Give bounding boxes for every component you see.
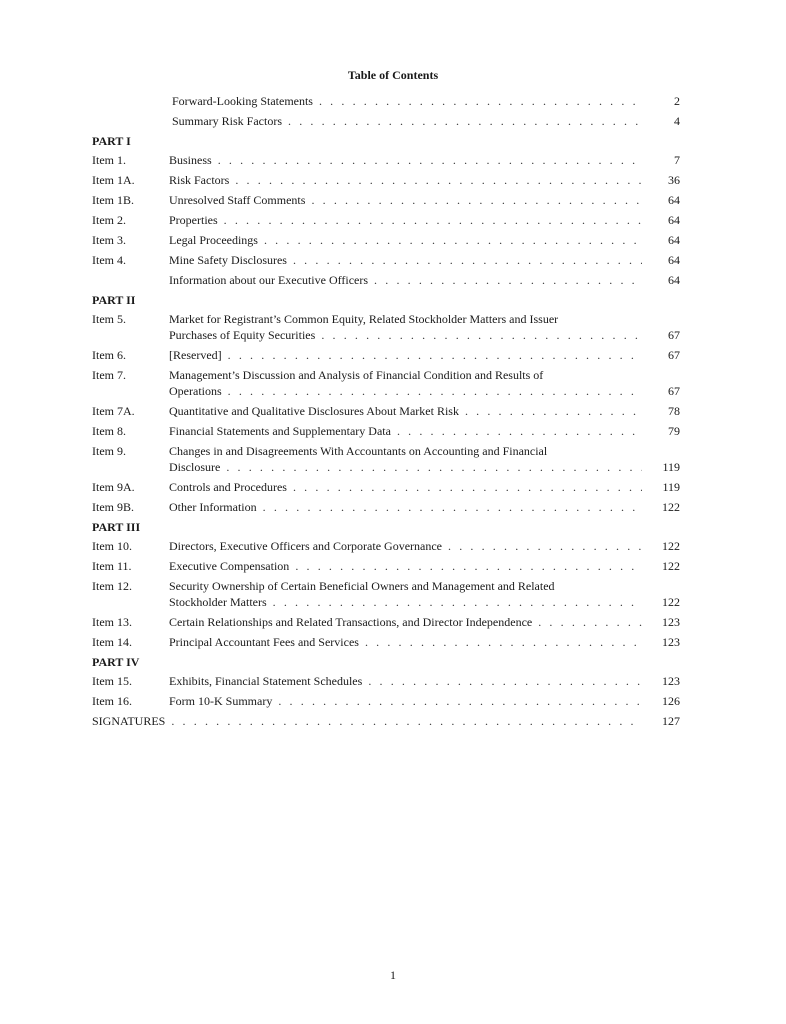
entry-label: Executive Compensation bbox=[169, 559, 290, 573]
entry-label: Legal Proceedings bbox=[169, 233, 258, 247]
entry-label: Financial Statements and Supplementary Data bbox=[169, 424, 391, 438]
item-number: Item 7A. bbox=[92, 404, 135, 418]
toc-entry[interactable] bbox=[92, 558, 680, 578]
entry-label-line1: Changes in and Disagreements With Accountants on Accounting and Financial bbox=[169, 444, 548, 458]
dot-leader bbox=[397, 423, 642, 439]
item-number: Item 4. bbox=[92, 253, 126, 267]
toc-entry[interactable] bbox=[92, 172, 680, 192]
entry-label: Other Information bbox=[169, 500, 257, 514]
entry-page: 67 bbox=[668, 348, 680, 362]
entry-page: 122 bbox=[662, 539, 680, 553]
toc-entry[interactable] bbox=[92, 152, 680, 172]
dot-leader bbox=[321, 327, 642, 343]
item-number: Item 10. bbox=[92, 539, 132, 553]
item-number: Item 14. bbox=[92, 635, 132, 649]
toc-entry[interactable] bbox=[92, 311, 680, 347]
dot-leader bbox=[319, 93, 642, 109]
toc-entry-forward-looking[interactable] bbox=[92, 93, 680, 113]
entry-label: Directors, Executive Officers and Corporate Governance bbox=[169, 539, 442, 553]
item-number: Item 5. bbox=[92, 312, 126, 326]
dot-leader bbox=[465, 403, 642, 419]
item-number: Item 13. bbox=[92, 615, 132, 629]
dot-leader bbox=[235, 172, 642, 188]
dot-leader bbox=[218, 152, 642, 168]
entry-page: 119 bbox=[662, 460, 680, 474]
entry-label: Mine Safety Disclosures bbox=[169, 253, 287, 267]
toc-entry[interactable] bbox=[92, 538, 680, 558]
toc-entry[interactable] bbox=[92, 423, 680, 443]
entry-label: Properties bbox=[169, 213, 218, 227]
entry-page: 79 bbox=[668, 424, 680, 438]
entry-page: 2 bbox=[674, 94, 680, 108]
entry-page: 36 bbox=[668, 173, 680, 187]
item-number: Item 8. bbox=[92, 424, 126, 438]
entry-label: Certain Relationships and Related Transactions, and Director Independence bbox=[169, 615, 533, 629]
dot-leader bbox=[293, 252, 642, 268]
toc-entry[interactable] bbox=[92, 634, 680, 654]
entry-label: [Reserved] bbox=[169, 348, 222, 362]
entry-page: 123 bbox=[662, 615, 680, 629]
dot-leader bbox=[228, 347, 642, 363]
entry-label-line1: Management’s Discussion and Analysis of Financial Condition and Results of bbox=[169, 368, 544, 382]
table-of-contents bbox=[92, 93, 680, 733]
toc-entry[interactable] bbox=[92, 272, 680, 292]
entry-label: Business bbox=[169, 153, 212, 167]
dot-leader bbox=[273, 594, 642, 610]
page-number: 1 bbox=[390, 968, 396, 982]
entry-label: Stockholder Matters bbox=[169, 595, 267, 609]
dot-leader bbox=[288, 113, 642, 129]
item-number: Item 9B. bbox=[92, 500, 134, 514]
item-number: Item 9A. bbox=[92, 480, 135, 494]
entry-label: Quantitative and Qualitative Disclosures About Market Risk bbox=[169, 404, 459, 418]
toc-entry[interactable] bbox=[92, 212, 680, 232]
item-number: Item 11. bbox=[92, 559, 132, 573]
entry-page: 126 bbox=[662, 694, 680, 708]
entry-label: Forward-Looking Statements bbox=[172, 94, 313, 108]
part-heading: PART IV bbox=[92, 655, 140, 669]
item-number: Item 12. bbox=[92, 579, 132, 593]
toc-entry[interactable] bbox=[92, 347, 680, 367]
entry-label: Principal Accountant Fees and Services bbox=[169, 635, 359, 649]
entry-page: 64 bbox=[668, 213, 680, 227]
entry-label-line1: Market for Registrant’s Common Equity, Related Stockholder Matters and Issuer bbox=[169, 312, 559, 326]
part-heading: PART III bbox=[92, 520, 141, 534]
item-number: Item 7. bbox=[92, 368, 126, 382]
dot-leader bbox=[374, 272, 642, 288]
entry-label: Exhibits, Financial Statement Schedules bbox=[169, 674, 363, 688]
entry-label: Controls and Procedures bbox=[169, 480, 287, 494]
entry-page: 64 bbox=[668, 253, 680, 267]
toc-entry[interactable] bbox=[92, 192, 680, 212]
entry-label: Risk Factors bbox=[169, 173, 230, 187]
entry-page: 64 bbox=[668, 273, 680, 287]
entry-page: 7 bbox=[674, 153, 680, 167]
item-number: Item 1B. bbox=[92, 193, 134, 207]
entry-label: Unresolved Staff Comments bbox=[169, 193, 306, 207]
entry-label-line1: Security Ownership of Certain Beneficial Owners and Management and Related bbox=[169, 579, 555, 593]
item-number: Item 2. bbox=[92, 213, 126, 227]
toc-entry[interactable] bbox=[92, 403, 680, 423]
toc-entry-signatures[interactable] bbox=[92, 713, 680, 733]
dot-leader bbox=[295, 558, 642, 574]
dot-leader bbox=[311, 192, 642, 208]
entry-page: 119 bbox=[662, 480, 680, 494]
entry-page: 67 bbox=[668, 384, 680, 398]
page-title: Table of Contents bbox=[347, 68, 439, 82]
item-number: Item 9. bbox=[92, 444, 126, 458]
entry-label: Disclosure bbox=[169, 460, 221, 474]
entry-page: 122 bbox=[662, 500, 680, 514]
entry-label: Purchases of Equity Securities bbox=[169, 328, 316, 342]
toc-entry[interactable] bbox=[92, 367, 680, 403]
toc-entry[interactable] bbox=[92, 252, 680, 272]
dot-leader bbox=[264, 232, 642, 248]
item-number: Item 1A. bbox=[92, 173, 135, 187]
dot-leader bbox=[263, 499, 642, 515]
entry-page: 127 bbox=[662, 714, 680, 728]
entry-page: 123 bbox=[662, 674, 680, 688]
entry-page: 67 bbox=[668, 328, 680, 342]
dot-leader bbox=[365, 634, 642, 650]
entry-page: 123 bbox=[662, 635, 680, 649]
entry-label: Operations bbox=[169, 384, 222, 398]
entry-page: 64 bbox=[668, 193, 680, 207]
dot-leader bbox=[228, 383, 642, 399]
item-number: Item 1. bbox=[92, 153, 126, 167]
dot-leader bbox=[278, 693, 642, 709]
toc-entry[interactable] bbox=[92, 443, 680, 479]
toc-entry[interactable] bbox=[92, 578, 680, 614]
toc-entry[interactable] bbox=[92, 673, 680, 693]
item-number: Item 16. bbox=[92, 694, 132, 708]
entry-label: Information about our Executive Officers bbox=[169, 273, 369, 287]
entry-label: Form 10-K Summary bbox=[169, 694, 273, 708]
toc-entry[interactable] bbox=[92, 693, 680, 713]
part-heading: PART II bbox=[92, 293, 136, 307]
item-number: Item 3. bbox=[92, 233, 126, 247]
dot-leader bbox=[368, 673, 642, 689]
dot-leader bbox=[171, 713, 642, 729]
toc-entry[interactable] bbox=[92, 232, 680, 252]
dot-leader bbox=[226, 459, 642, 475]
entry-label: SIGNATURES bbox=[92, 714, 166, 728]
entry-page: 122 bbox=[662, 559, 680, 573]
toc-entry[interactable] bbox=[92, 479, 680, 499]
entry-page: 78 bbox=[668, 404, 680, 418]
item-number: Item 6. bbox=[92, 348, 126, 362]
entry-page: 64 bbox=[668, 233, 680, 247]
item-number: Item 15. bbox=[92, 674, 132, 688]
toc-entry-summary-risk[interactable] bbox=[92, 113, 680, 133]
entry-page: 122 bbox=[662, 595, 680, 609]
dot-leader bbox=[538, 614, 642, 630]
dot-leader bbox=[448, 538, 642, 554]
entry-label: Summary Risk Factors bbox=[172, 114, 282, 128]
entry-page: 4 bbox=[674, 114, 680, 128]
dot-leader bbox=[293, 479, 642, 495]
toc-entry[interactable] bbox=[92, 499, 680, 519]
part-heading: PART I bbox=[92, 134, 131, 148]
toc-entry[interactable] bbox=[92, 614, 680, 634]
dot-leader bbox=[224, 212, 642, 228]
